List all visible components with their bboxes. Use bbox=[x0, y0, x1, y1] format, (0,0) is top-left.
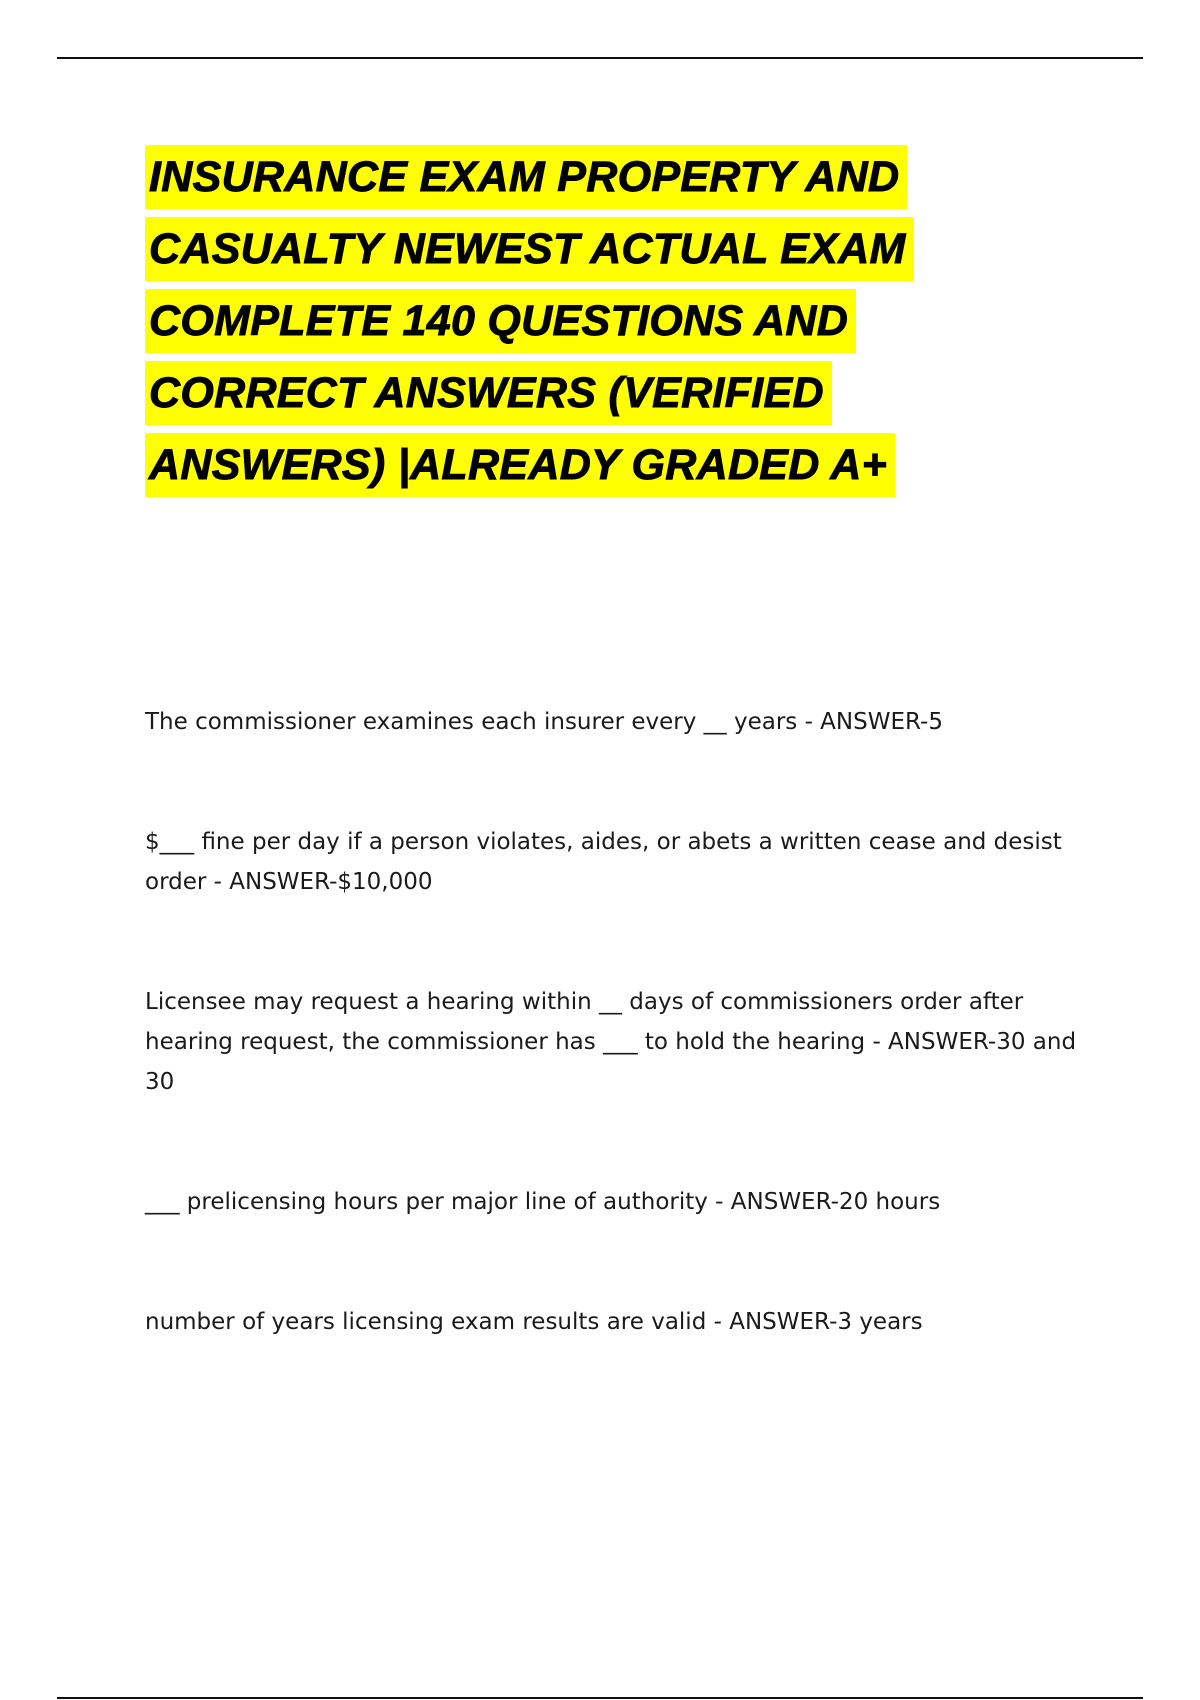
question-answer-item: $___ fine per day if a person violates, aides, or abets a written cease and desist order - ANSWER-$10,000 bbox=[145, 829, 1062, 895]
title-line: INSURANCE EXAM PROPERTY AND bbox=[145, 145, 907, 209]
question-answer-item: number of years licensing exam results are valid - ANSWER-3 years bbox=[145, 1309, 923, 1335]
document-title bbox=[145, 145, 1065, 505]
title-line: CORRECT ANSWERS (VERIFIED bbox=[145, 361, 832, 425]
question-answer-item: ___ prelicensing hours per major line of authority - ANSWER-20 hours bbox=[145, 1189, 941, 1215]
question-answer-item: The commissioner examines each insurer every __ years - ANSWER-5 bbox=[145, 709, 943, 735]
title-line: CASUALTY NEWEST ACTUAL EXAM bbox=[145, 217, 914, 281]
header-rule bbox=[57, 57, 1143, 59]
question-answer-item: Licensee may request a hearing within __ days of commissioners order after hearing request, the commissioner has ___ to hold the hearing - ANSWER-30 and 30 bbox=[145, 989, 1077, 1095]
footer-rule bbox=[57, 1697, 1143, 1699]
title-line: ANSWERS) |ALREADY GRADED A+ bbox=[145, 433, 895, 497]
title-line: COMPLETE 140 QUESTIONS AND bbox=[145, 289, 856, 353]
